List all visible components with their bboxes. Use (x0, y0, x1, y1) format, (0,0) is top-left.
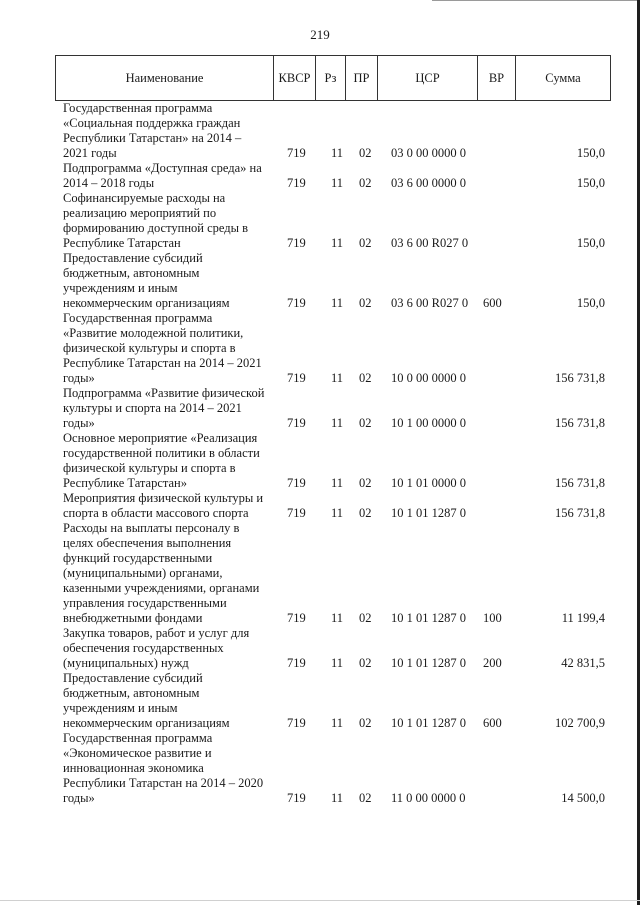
row-values (63, 371, 611, 386)
table-row (63, 431, 611, 491)
cell-sum: 156 731,8 (555, 371, 605, 385)
cell-rz: 11 (331, 176, 344, 190)
row-name-line: функций государственными (63, 551, 213, 565)
row-name-line: целях обеспечения выполнения (63, 536, 232, 550)
row-name-line: инновационная экономика (63, 761, 204, 775)
table-row (63, 671, 611, 731)
row-name-line: годы» (63, 791, 95, 805)
header-sum: Сумма (545, 70, 581, 85)
cell-rz: 11 (331, 611, 344, 625)
table-row (63, 191, 611, 251)
row-name-line: 2021 годы (63, 146, 117, 160)
header-csr: ЦСР (378, 56, 478, 100)
table-row (63, 731, 611, 806)
cell-rz: 11 (331, 236, 344, 250)
row-name-line: Республики Татарстан» на 2014 – (63, 131, 242, 145)
cell-csr: 03 6 00 0000 0 (391, 176, 466, 190)
row-name-line: внебюджетными фондами (63, 611, 203, 625)
row-name-line: Подпрограмма «Доступная среда» на (63, 161, 262, 175)
cell-kvsr: 719 (287, 176, 306, 190)
row-name-line: Государственная программа (63, 311, 213, 325)
cell-rz: 11 (331, 716, 344, 730)
cell-csr: 03 0 00 0000 0 (391, 146, 466, 160)
cell-csr: 10 1 01 1287 0 (391, 656, 466, 670)
cell-vr: 600 (483, 296, 502, 310)
cell-vr: 100 (483, 611, 502, 625)
row-values (63, 416, 611, 431)
cell-sum: 150,0 (576, 146, 605, 160)
cell-rz: 11 (331, 476, 344, 490)
cell-kvsr: 719 (287, 656, 306, 670)
row-name-line: (муниципальных) нужд (63, 656, 189, 670)
cell-pr: 02 (359, 236, 372, 250)
cell-csr: 10 1 00 0000 0 (391, 416, 466, 430)
page-number: 219 (310, 27, 330, 42)
row-values (63, 176, 611, 191)
cell-csr: 10 1 01 0000 0 (391, 476, 466, 490)
row-name-line: Закупка товаров, работ и услуг для (63, 626, 250, 640)
row-values (63, 791, 611, 806)
header-kvsr: КВСР (274, 56, 316, 100)
cell-csr: 10 0 00 0000 0 (391, 371, 466, 385)
row-name-line: учреждениям и иным (63, 701, 178, 715)
row-name-line: спорта в области массового спорта (63, 506, 249, 520)
cell-pr: 02 (359, 506, 372, 520)
table-row (63, 161, 611, 191)
table-row (63, 626, 611, 671)
table-row (63, 521, 611, 626)
table-row (63, 311, 611, 386)
cell-pr: 02 (359, 476, 372, 490)
cell-kvsr: 719 (287, 416, 306, 430)
row-name-line: Республике Татарстан» (63, 476, 187, 490)
row-name-line: (муниципальными) органами, (63, 566, 223, 580)
row-name-line: формированию доступной среды в (63, 221, 249, 235)
table-header (55, 55, 611, 101)
cell-pr: 02 (359, 416, 372, 430)
row-name-line: годы» (63, 416, 95, 430)
row-name-line: Республики Татарстан на 2014 – 2020 (63, 776, 264, 790)
scan-edge-top (432, 0, 640, 1)
row-values (63, 506, 611, 521)
row-name-line: физической культуры и спорта в (63, 341, 236, 355)
row-name-line: Подпрограмма «Развитие физической (63, 386, 265, 400)
table-row (63, 101, 611, 161)
header-rz: Рз (316, 56, 346, 100)
row-name-line: «Социальная поддержка граждан (63, 116, 241, 130)
row-name-line: Предоставление субсидий (63, 671, 203, 685)
cell-sum: 14 500,0 (561, 791, 605, 805)
row-name-line: Государственная программа (63, 731, 213, 745)
cell-rz: 11 (331, 296, 344, 310)
cell-sum: 42 831,5 (561, 656, 605, 670)
row-name-line: физической культуры и спорта в (63, 461, 236, 475)
row-name-line: реализацию мероприятий по (63, 206, 217, 220)
cell-kvsr: 719 (287, 146, 306, 160)
cell-kvsr: 719 (287, 611, 306, 625)
row-name-line: казенными учреждениями, органами (63, 581, 260, 595)
cell-kvsr: 719 (287, 716, 306, 730)
row-name-line: некоммерческим организациям (63, 296, 230, 310)
cell-pr: 02 (359, 296, 372, 310)
cell-sum: 156 731,8 (555, 476, 605, 490)
cell-kvsr: 719 (287, 476, 306, 490)
cell-kvsr: 719 (287, 371, 306, 385)
cell-rz: 11 (331, 506, 344, 520)
cell-sum: 156 731,8 (555, 506, 605, 520)
row-name-line: Софинансируемые расходы на (63, 191, 226, 205)
row-name-line: Основное мероприятие «Реализация (63, 431, 258, 445)
row-values (63, 656, 611, 671)
cell-kvsr: 719 (287, 791, 306, 805)
row-name-line: Республике Татарстан (63, 236, 181, 250)
cell-sum: 102 700,9 (555, 716, 605, 730)
row-values (63, 146, 611, 161)
row-name-line: «Развитие молодежной политики, (63, 326, 244, 340)
row-name-line: Расходы на выплаты персоналу в (63, 521, 240, 535)
cell-sum: 11 199,4 (561, 611, 605, 625)
cell-csr: 11 0 00 0000 0 (391, 791, 466, 805)
row-name-line: бюджетным, автономным (63, 266, 200, 280)
cell-rz: 11 (331, 371, 344, 385)
row-values (63, 236, 611, 251)
row-name-line: Предоставление субсидий (63, 251, 203, 265)
row-values (63, 296, 611, 311)
cell-vr: 200 (483, 656, 502, 670)
cell-csr: 10 1 01 1287 0 (391, 611, 466, 625)
cell-kvsr: 719 (287, 236, 306, 250)
cell-csr: 10 1 01 1287 0 (391, 506, 466, 520)
cell-pr: 02 (359, 176, 372, 190)
cell-csr: 03 6 00 R027 0 (391, 296, 469, 310)
cell-kvsr: 719 (287, 506, 306, 520)
cell-pr: 02 (359, 611, 372, 625)
row-name-line: Республике Татарстан на 2014 – 2021 (63, 356, 262, 370)
row-name-line: учреждениям и иным (63, 281, 178, 295)
cell-rz: 11 (331, 656, 344, 670)
cell-rz: 11 (331, 416, 344, 430)
row-name-line: Государственная программа (63, 101, 213, 115)
cell-csr: 03 6 00 R027 0 (391, 236, 469, 250)
row-name-line: «Экономическое развитие и (63, 746, 212, 760)
cell-csr: 10 1 01 1287 0 (391, 716, 466, 730)
scan-edge-bottom (0, 900, 640, 901)
cell-pr: 02 (359, 716, 372, 730)
header-name: Наименование (56, 56, 274, 100)
header-vr: ВР (478, 56, 516, 100)
row-values (63, 716, 611, 731)
row-name-line: государственной политики в области (63, 446, 260, 460)
table-row (63, 251, 611, 311)
row-values (63, 476, 611, 491)
cell-pr: 02 (359, 656, 372, 670)
row-name-line: управления государственными (63, 596, 227, 610)
cell-sum: 150,0 (576, 236, 605, 250)
cell-pr: 02 (359, 371, 372, 385)
cell-sum: 150,0 (576, 176, 605, 190)
table-row (63, 386, 611, 431)
cell-sum: 150,0 (576, 296, 605, 310)
row-values (63, 611, 611, 626)
table-row (63, 491, 611, 521)
cell-pr: 02 (359, 791, 372, 805)
row-name-line: культуры и спорта на 2014 – 2021 (63, 401, 242, 415)
header-pr: ПР (346, 56, 378, 100)
cell-kvsr: 719 (287, 296, 306, 310)
cell-rz: 11 (331, 146, 344, 160)
row-name-line: некоммерческим организациям (63, 716, 230, 730)
cell-rz: 11 (331, 791, 344, 805)
cell-vr: 600 (483, 716, 502, 730)
row-name-line: годы» (63, 371, 95, 385)
row-name-line: обеспечения государственных (63, 641, 224, 655)
cell-pr: 02 (359, 146, 372, 160)
row-name-line: Мероприятия физической культуры и (63, 491, 264, 505)
row-name-line: бюджетным, автономным (63, 686, 200, 700)
row-name-line: 2014 – 2018 годы (63, 176, 155, 190)
cell-sum: 156 731,8 (555, 416, 605, 430)
